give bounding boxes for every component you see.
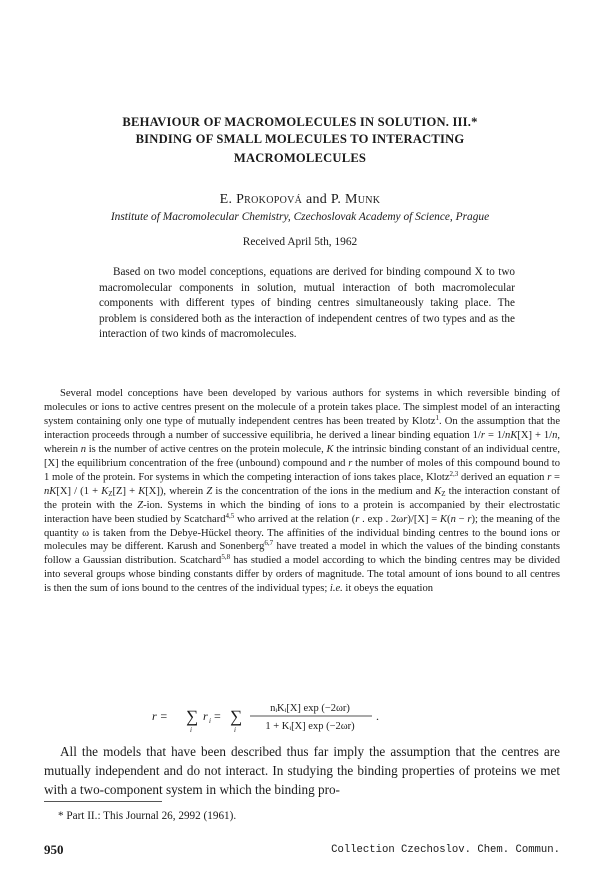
reference-4-5: 4,5 — [225, 511, 235, 520]
sum-index-1: i — [190, 726, 192, 734]
sum-symbol-1: ∑ — [186, 707, 199, 726]
author-2-initial: P. — [330, 192, 346, 207]
r-i: r — [203, 709, 208, 723]
r-i-subscript: i — [209, 717, 211, 725]
binding-equation — [150, 699, 450, 735]
author-2-surname: Munk — [345, 192, 381, 207]
reference-5-8: 5,8 — [221, 553, 231, 562]
footnote-rule — [44, 801, 162, 802]
authors — [60, 192, 540, 208]
fraction-numerator: nᵢKᵢ[X] exp (−2ωr) — [270, 703, 350, 714]
title-line-3: MACROMOLECULES — [233, 151, 367, 165]
equation-period: . — [376, 709, 379, 723]
fraction-denominator: 1 + Kᵢ[X] exp (−2ωr) — [265, 721, 355, 732]
body-paragraph-1: Several model conceptions have been developed by various authors for systems in which reversible binding of molecules or ions to active centres present on the molecule of a protein takes place. The simplest model of an interacting system containing only one type of mutually independent centres has been treated by Klotz$^1$. On the assumption that the interaction proceeds through a number of successive equilibria, he derived a linear binding equation 1/r = 1/nK[X] + 1/n, wherein n is the number of active centres on the protein molecule, K the intrinsic binding constant of an individual centre, [X] the equilibrium concentration of the free (unbound) compound and r the number of moles of this compound bound to 1 mole of the protein. For systems in which the competing interaction of ions takes place, Klotz$^{2,3}$ derived an equation $r = nK[X] / (1 + K_Z[Z] + K[X])$, wherein Z is the concentration of the ions in the medium and $K_Z$ the interaction constant of the protein with the Z-ion. Systems in which the binding of ions to a protein is accompanied by their electrostatic interaction have been studied by Scatchard$^{4,5}$ who arrived at the relation (r . exp . 2ωr)/[X] = K(n − r); the meaning of the quantity ω is taken from the Debye-Hückel theory. The affinities of the individual binding centres to the bound ions or molecules may be different. Karush and Sonenberg$^{6,7}$ have treated a model in which the values of the binding constants follow a Gaussian distribution. Scatchard$^{5,8}$ has studied a model according to which the binding centres may be divided into several groups whose binding constants differ by orders of magnitude. The total amount of ions bound to all centres is then the sum of ions bound to the centres of the individual types; i.e. it obeys the equation — [44, 388, 561, 595]
author-1-surname: Prokopová — [236, 192, 303, 207]
journal-name: Collection Czechoslov. Chem. Commun. — [331, 844, 560, 856]
title-line-2: BINDING OF SMALL MOLECULES TO INTERACTING — [135, 132, 465, 146]
author-1-initial: E. — [219, 192, 237, 207]
title-line-1: BEHAVIOUR OF MACROMOLECULES IN SOLUTION. III.* — [122, 115, 478, 129]
equation-equals: = — [214, 709, 221, 723]
institute: Institute of Macromolecular Chemistry, Czechoslovak Academy of Science, Prague — [110, 211, 490, 223]
footnote: * Part II.: This Journal 26, 2992 (1961). — [58, 810, 237, 822]
reference-2-3: 2,3 — [449, 469, 459, 478]
page-number: 950 — [44, 842, 64, 857]
body-paragraph-2: All the models that have been described thus far imply the assumption that the centres are mutually independent and do not interact. In studying the binding properties of proteins we met with a two-component system in which the binding pro- — [44, 744, 560, 798]
reference-6-7: 6,7 — [264, 539, 274, 548]
authors-conjunction: and — [302, 192, 331, 207]
sum-index-2: i — [234, 726, 236, 734]
abstract: Based on two model conceptions, equations are derived for binding compound X to two macromolecular components in solution, mutual interaction of both macromolecular components with different types of binding centres simultaneously taking place. The problem is considered both as the interaction of independent centres of two types and as the interaction of two kinds of macromolecules. — [99, 266, 515, 341]
equation-lhs: r = — [152, 709, 168, 723]
sum-symbol-2: ∑ — [230, 707, 243, 726]
reference-1: 1 — [435, 413, 439, 422]
received-date: Received April 5th, 1962 — [242, 236, 358, 248]
